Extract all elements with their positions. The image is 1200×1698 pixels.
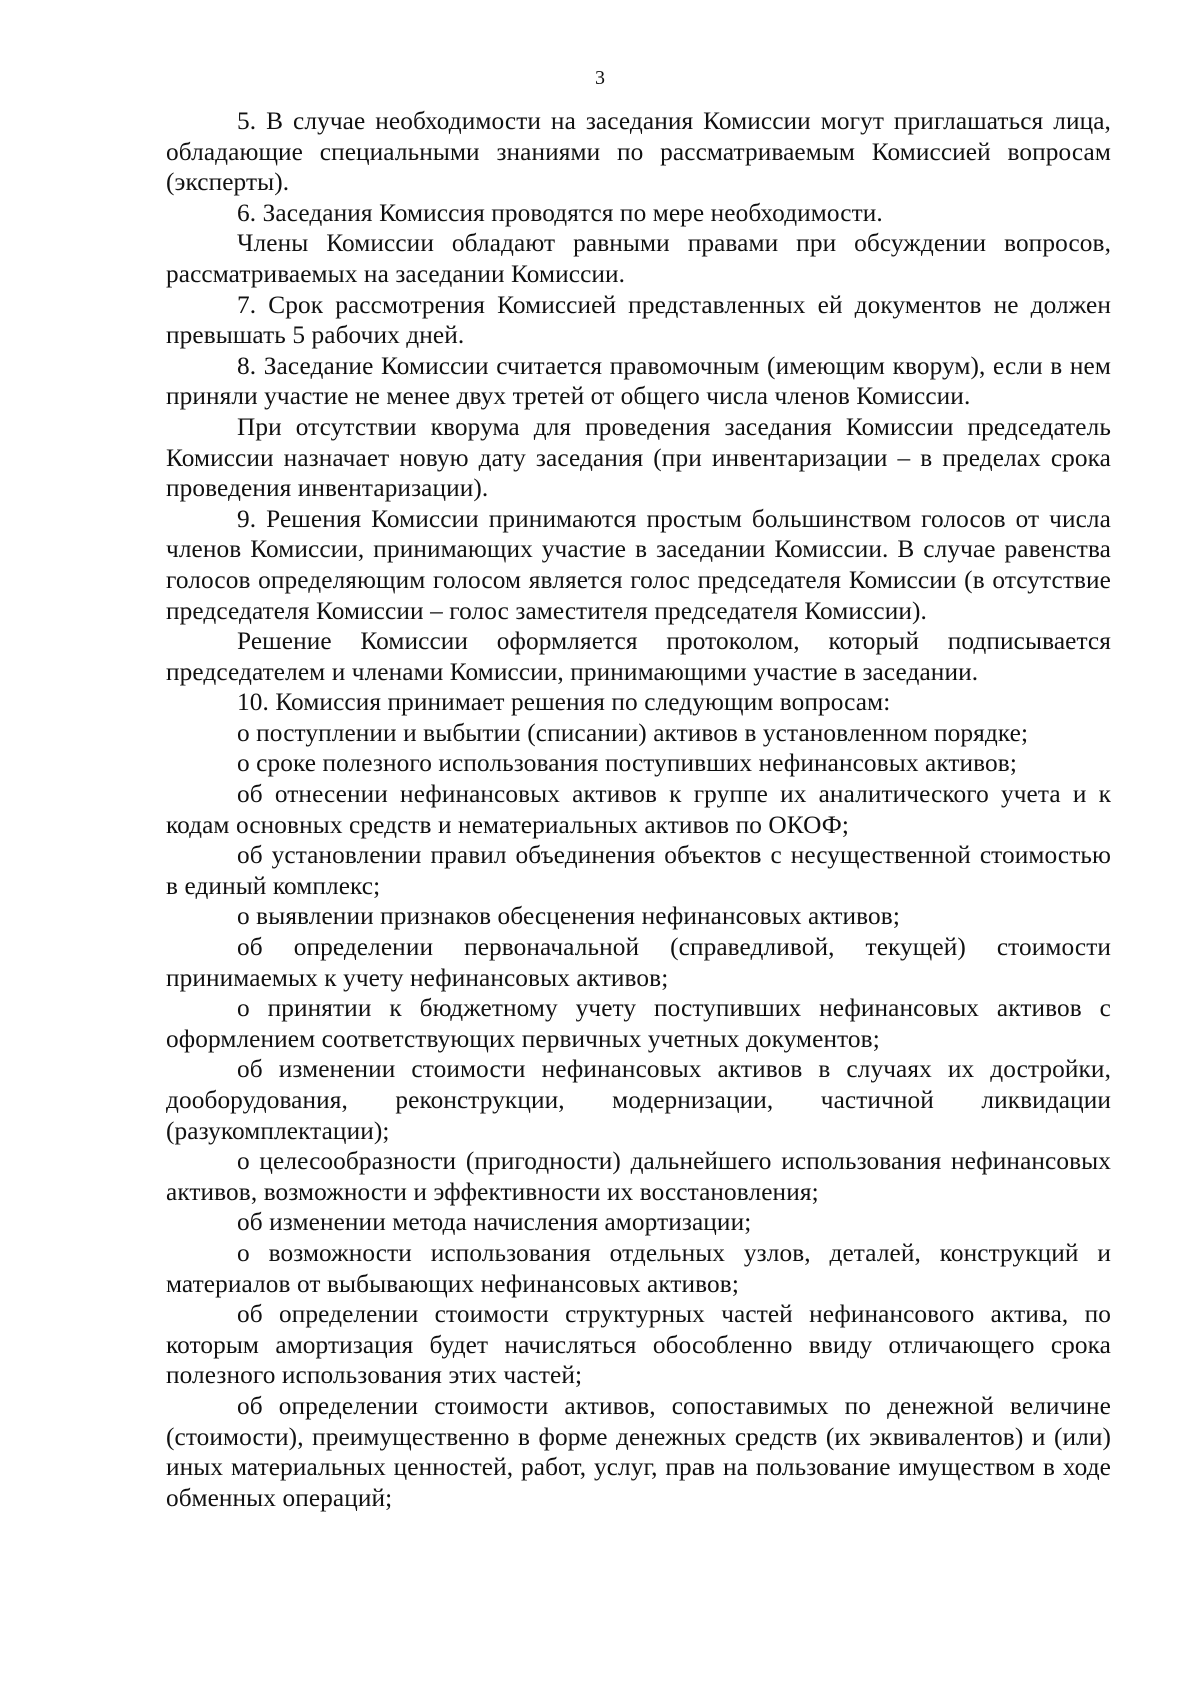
paragraph-8: 8. Заседание Комиссии считается правомочным (имеющим кворум), если в нем приняли участие не менее двух третей от общего числа членов Комиссии. — [166, 351, 1111, 411]
paragraph-members-rights: Члены Комиссии обладают равными правами при обсуждении вопросов, рассматриваемых на заседании Комиссии. — [166, 229, 1111, 288]
list-item: об установлении правил объединения объектов с несущественной стоимостью в единый комплекс; — [166, 841, 1111, 900]
list-item: об изменении метода начисления амортизации; — [237, 1208, 752, 1237]
list-item: об отнесении нефинансовых активов к группе их аналитического учета и к кодам основных средств и нематериальных активов по ОКОФ; — [166, 780, 1111, 839]
list-item: о выявлении признаков обесценения нефинансовых активов; — [237, 902, 900, 931]
page-number: 3 — [595, 67, 605, 89]
list-item: о поступлении и выбытии (списании) активов в установленном порядке; — [237, 718, 1029, 747]
list-item: об определении первоначальной (справедливой, текущей) стоимости принимаемых к учету нефинансовых активов; — [166, 933, 1111, 992]
list-item: о принятии к бюджетному учету поступивших нефинансовых активов с оформлением соответствующих первичных учетных документов; — [166, 994, 1111, 1053]
document-body — [166, 106, 1111, 1513]
paragraph-5: 5. В случае необходимости на заседания Комиссии могут приглашаться лица, обладающие специальными знаниями по рассматриваемым Комиссией вопросам (эксперты). — [166, 107, 1111, 197]
list-item: об определении стоимости структурных частей нефинансового актива, по которым амортизация будет начисляться обособленно ввиду отличающего срока полезного использования этих частей; — [166, 1300, 1111, 1390]
paragraph-6: 6. Заседания Комиссия проводятся по мере необходимости. — [237, 198, 883, 227]
list-item: об изменении стоимости нефинансовых активов в случаях их достройки, дооборудования, реконструкции, модернизации, частичной ликвидации (разукомплектации); — [166, 1055, 1111, 1145]
paragraph-protocol: Решение Комиссии оформляется протоколом, который подписывается председателем и членами Комиссии, принимающими участие в заседании. — [166, 627, 1111, 686]
list-item: об определении стоимости активов, сопоставимых по денежной величине (стоимости), преимущественно в форме денежных средств (их эквивалентов) и (или) иных материальных ценностей, работ, услуг, прав на пользование имуществом в ходе обменных операций; — [166, 1391, 1111, 1512]
paragraph-quorum-absence: При отсутствии кворума для проведения заседания Комиссии председатель Комиссии назначает новую дату заседания (при инвентаризации – в пределах срока проведения инвентаризации). — [166, 412, 1111, 503]
list-item: о целесообразности (пригодности) дальнейшего использования нефинансовых активов, возможности и эффективности их восстановления; — [166, 1147, 1111, 1206]
list-item: о сроке полезного использования поступивших нефинансовых активов; — [237, 749, 1017, 778]
paragraph-9: 9. Решения Комиссии принимаются простым большинством голосов от числа членов Комиссии, принимающих участие в заседании Комиссии. В случае равенства голосов определяющим голосом является голос председателя Комиссии (в отсутствие председателя Комиссии – голос заместителя председателя Комиссии). — [166, 504, 1111, 625]
paragraph-10: 10. Комиссия принимает решения по следующим вопросам: — [237, 688, 891, 717]
paragraph-7: 7. Срок рассмотрения Комиссией представленных ей документов не должен превышать 5 рабочих дней. — [166, 290, 1111, 350]
list-item: о возможности использования отдельных узлов, деталей, конструкций и материалов от выбывающих нефинансовых активов; — [166, 1238, 1111, 1298]
